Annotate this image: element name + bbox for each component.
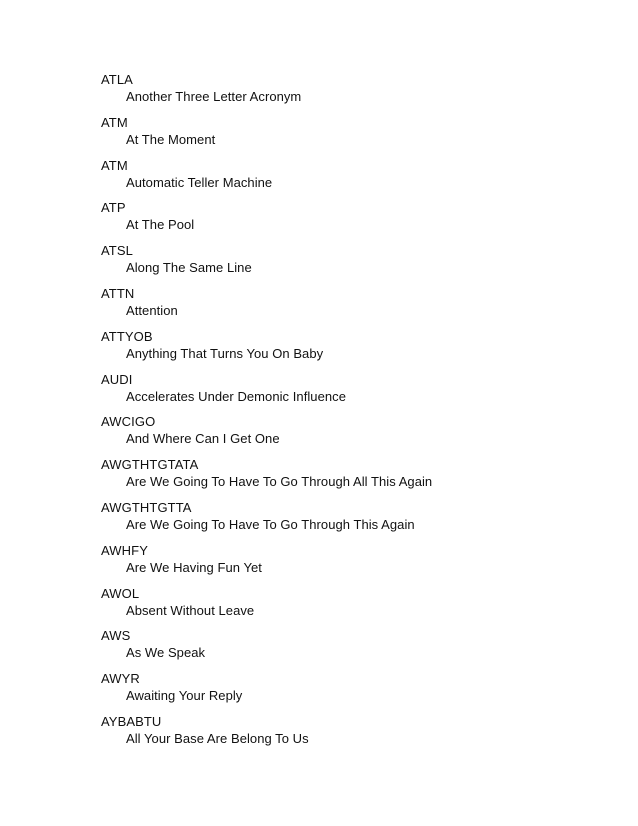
acronym-entry [101, 72, 601, 115]
acronym-term: AWYR [101, 671, 140, 687]
acronym-entry [101, 200, 601, 243]
acronym-term: AWS [101, 628, 131, 644]
acronym-entry [101, 628, 601, 671]
acronym-entry [101, 414, 601, 457]
acronym-definition: As We Speak [126, 645, 206, 661]
acronym-term: ATSL [101, 243, 133, 259]
acronym-term: ATM [101, 157, 128, 173]
acronym-definition: Anything That Turns You On Baby [126, 345, 324, 361]
acronym-entry [101, 500, 601, 543]
acronym-term: ATTN [101, 285, 135, 301]
acronym-term: ATTYOB [101, 328, 153, 344]
acronym-definition: Accelerates Under Demonic Influence [126, 388, 346, 404]
acronym-entry [101, 671, 601, 714]
acronym-definition: All Your Base Are Belong To Us [126, 730, 309, 746]
acronym-entry [101, 372, 601, 415]
acronym-term: AUDI [101, 371, 133, 387]
acronym-entry [101, 115, 601, 158]
acronym-term: ATLA [101, 72, 133, 87]
acronym-term: AWOL [101, 585, 140, 601]
acronym-term: AWHFY [101, 542, 148, 558]
acronym-term: ATP [101, 200, 126, 216]
acronym-entry [101, 243, 601, 286]
acronym-entry [101, 329, 601, 372]
acronym-term: AWCIGO [101, 414, 156, 430]
acronym-definition: Attention [126, 302, 178, 318]
acronym-entry [101, 586, 601, 629]
acronym-term: AWGTHTGTTA [101, 499, 192, 515]
acronym-term: AWGTHTGTATA [101, 457, 199, 473]
acronym-definition: Absent Without Leave [126, 602, 255, 618]
acronym-definition: Automatic Teller Machine [126, 174, 273, 190]
acronym-definition: And Where Can I Get One [126, 431, 280, 447]
acronym-definition: At The Moment [126, 131, 216, 147]
acronym-term: AYBABTU [101, 713, 162, 729]
acronym-entry [101, 286, 601, 329]
acronym-definition: Are We Going To Have To Go Through All This Again [126, 474, 433, 490]
acronym-definition: Are We Going To Have To Go Through This Again [126, 516, 415, 532]
acronym-definition: Another Three Letter Acronym [126, 89, 302, 104]
acronym-definition: Are We Having Fun Yet [126, 559, 262, 575]
acronym-list [101, 72, 601, 757]
acronym-definition: At The Pool [126, 217, 195, 233]
acronym-definition: Along The Same Line [126, 260, 252, 276]
acronym-definition: Awaiting Your Reply [126, 688, 243, 704]
acronym-entry [101, 457, 601, 500]
acronym-entry [101, 714, 601, 757]
acronym-term: ATM [101, 114, 128, 130]
acronym-entry [101, 543, 601, 586]
acronym-entry [101, 158, 601, 201]
